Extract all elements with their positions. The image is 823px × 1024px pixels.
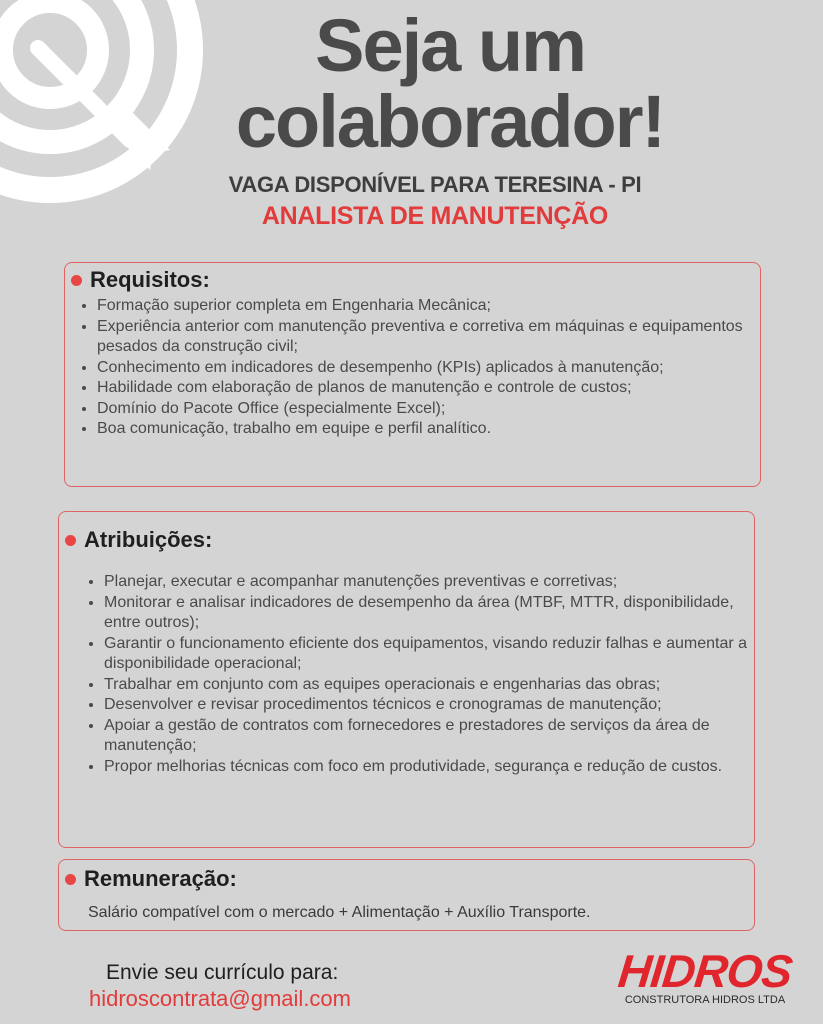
list-item: • Formação superior completa em Engenharia Mecânica; [97, 296, 777, 317]
duties-heading [65, 527, 212, 553]
title-line-1: Seja um [315, 4, 585, 87]
list-item: • Habilidade com elaboração de planos de manutenção e controle de custos; [97, 378, 777, 399]
list-item: • Propor melhorias técnicas com foco em produtividade, segurança e redução de custos. [104, 757, 764, 778]
requirements-list [77, 296, 777, 440]
salary-title: Remuneração: [84, 866, 237, 891]
logo-wordmark: HIDROS [615, 945, 795, 997]
duties-title: Atribuições: [84, 527, 213, 552]
page-title [170, 4, 730, 163]
list-item: • Experiência anterior com manutenção preventiva e corretiva em máquinas e equipamentos pesados da construção civil; [97, 317, 777, 358]
list-item: • Monitorar e analisar indicadores de desempenho da área (MTBF, MTTR, disponibilidade, entre outros); [104, 593, 764, 634]
bullet-dot-icon [65, 874, 76, 885]
salary-section [58, 859, 755, 931]
duties-section [58, 511, 755, 848]
company-logo [615, 946, 795, 1010]
contact-email-link[interactable]: hidroscontrata@gmail.com [89, 986, 351, 1011]
vacancy-location: VAGA DISPONÍVEL PARA TERESINA - PI [228, 172, 642, 197]
title-line-2: colaborador! [235, 80, 665, 163]
requirements-heading [71, 267, 210, 293]
list-item: • Desenvolver e revisar procedimentos técnicos e cronogramas de manutenção; [104, 695, 764, 716]
requirements-title: Requisitos: [90, 267, 210, 292]
bullet-dot-icon [71, 275, 82, 286]
requirements-section [64, 262, 761, 487]
position-title: ANALISTA DE MANUTENÇÃO [261, 202, 609, 230]
list-item: • Conhecimento em indicadores de desempenho (KPIs) aplicados à manutenção; [97, 358, 777, 379]
list-item: • Domínio do Pacote Office (especialmente Excel); [97, 399, 777, 420]
list-item: • Planejar, executar e acompanhar manutenções preventivas e corretivas; [104, 572, 764, 593]
duties-list [84, 572, 764, 777]
bullet-dot-icon [65, 535, 76, 546]
list-item: • Boa comunicação, trabalho em equipe e perfil analítico. [97, 419, 777, 440]
list-item: • Apoiar a gestão de contratos com fornecedores e prestadores de serviços da área de manutenção; [104, 716, 764, 757]
list-item: • Trabalhar em conjunto com as equipes operacionais e engenharias das obras; [104, 675, 764, 696]
list-item: • Garantir o funcionamento eficiente dos equipamentos, visando reduzir falhas e aumentar a disponibilidade operacional; [104, 634, 764, 675]
salary-heading [65, 866, 237, 892]
contact-label: Envie seu currículo para: [106, 961, 339, 984]
logo-subtitle: CONSTRUTORA HIDROS LTDA [624, 994, 786, 1006]
salary-text: Salário compatível com o mercado + Alimentação + Auxílio Transporte. [88, 904, 591, 921]
